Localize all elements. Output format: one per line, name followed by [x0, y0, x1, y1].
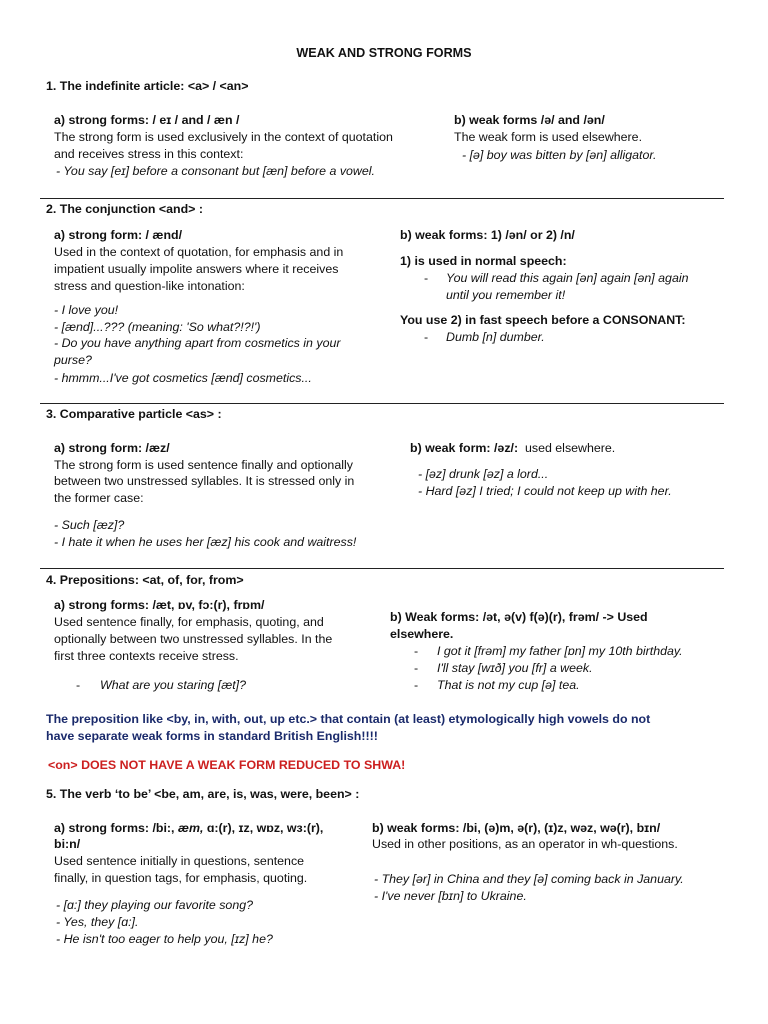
section-4-heading: 4. Prepositions: <at, of, for, from> [46, 573, 244, 587]
s5-weak-example-2: - I've never [bɪn] to Ukraine. [374, 889, 527, 903]
s4-strong-dash-1: - [76, 678, 81, 692]
s4-strong-heading: a) strong forms: /æt, ɒv, fɔ:(r), frɒm/ [54, 598, 265, 612]
s4-note-on-tag: <on> [48, 758, 78, 772]
divider [40, 568, 724, 569]
s2-weak-dash-2: - [424, 330, 429, 344]
s2-weak-heading: b) weak forms: 1) /ən/ or 2) /n/ [400, 228, 575, 242]
s5-strong-example-2: - Yes, they [ɑ:]. [56, 915, 139, 929]
section-5-heading: 5. The verb ‘to be’ <be, am, are, is, was, were, been> : [46, 787, 360, 801]
s4-strong-example-1: What are you staring [æt]? [100, 678, 247, 692]
s4-weak-heading-1: b) Weak forms: /ət, ə(v) f(ə)(r), frəm/ -> Used [390, 610, 648, 624]
s4-weak-example-3: That is not my cup [ə] tea. [437, 678, 580, 692]
section-1-heading: 1. The indefinite article: <a> / <an> [46, 79, 249, 93]
section-3-heading: 3. Comparative particle <as> : [46, 407, 222, 421]
s1-weak-heading: b) weak forms /ə/ and /ən/ [454, 113, 605, 127]
s3-strong-body-2: between two unstressed syllables. It is stressed only in [54, 474, 355, 488]
divider [40, 403, 724, 404]
s1-strong-heading: a) strong forms: / eɪ / and / æn / [54, 113, 240, 127]
s5-weak-example-1: - They [ər] in China and they [ə] coming back in January. [374, 872, 684, 886]
s2-weak-sub-1: 1) is used in normal speech: [400, 254, 567, 268]
page-title: WEAK AND STRONG FORMS [296, 46, 472, 60]
s1-strong-body-2: and receives stress in this context: [54, 147, 244, 161]
s5-weak-heading: b) weak forms: /bi, (ə)m, ə(r), (ɪ)z, wəz, wə(r), bɪn/ [372, 821, 661, 835]
s5-strong-heading-line-1 [54, 820, 323, 837]
s2-strong-example-4: - hmmm...I've got cosmetics [ænd] cosmetics... [54, 371, 312, 385]
s3-strong-heading: a) strong form: /æz/ [54, 441, 170, 455]
s4-note-on [48, 757, 405, 774]
s2-strong-body-3: stress and question-like intonation: [54, 279, 245, 293]
s5-strong-heading-c: ɑ:(r), ɪz, wɒz, wɜ:(r), [206, 821, 324, 835]
s4-weak-dash-3: - [414, 678, 419, 692]
s1-strong-example-1: - You say [eɪ] before a consonant but [æn] before a vowel. [56, 164, 375, 178]
s2-strong-example-2: - [ænd]...??? (meaning: 'So what?!?!') [54, 320, 261, 334]
s4-weak-example-2: I'll stay [wɪð] you [fr] a week. [437, 661, 593, 675]
s2-weak-example-1-cont: until you remember it! [446, 288, 566, 302]
s4-weak-heading-2: elsewhere. [390, 627, 454, 641]
s2-weak-dash-1: - [424, 271, 429, 285]
s5-strong-body-2: finally, in question tags, for emphasis, quoting. [54, 871, 308, 885]
s2-strong-example-3-cont: purse? [54, 353, 92, 367]
s1-weak-body: The weak form is used elsewhere. [454, 130, 643, 144]
s2-weak-example-2: Dumb [n] dumber. [446, 330, 545, 344]
s5-strong-heading-a: a) strong forms: /bi:, [54, 821, 175, 835]
s4-weak-example-1: I got it [frəm] my father [ɒn] my 10th birthday. [437, 644, 683, 658]
s2-strong-heading: a) strong form: / ænd/ [54, 228, 183, 242]
s3-strong-example-1: - Such [æz]? [54, 518, 125, 532]
s1-strong-body-1: The strong form is used exclusively in the context of quotation [54, 130, 393, 144]
s4-weak-dash-2: - [414, 661, 419, 675]
s3-weak-heading-line [410, 440, 615, 457]
s4-note-line-2: have separate weak forms in standard British English!!!! [46, 729, 378, 743]
s3-strong-body-1: The strong form is used sentence finally and optionally [54, 458, 353, 472]
s3-strong-example-2: - I hate it when he uses her [æz] his cook and waitress! [54, 535, 357, 549]
s2-weak-example-1: You will read this again [ən] again [ən] again [446, 271, 689, 285]
s4-note-on-text: DOES NOT HAVE A WEAK FORM REDUCED TO SHWA! [81, 758, 406, 772]
s5-strong-example-1: - [ɑ:] they playing our favorite song? [56, 898, 253, 912]
s3-weak-example-1: - [əz] drunk [əz] a lord... [418, 467, 549, 481]
s4-weak-dash-1: - [414, 644, 419, 658]
s4-strong-body-1: Used sentence finally, for emphasis, quoting, and [54, 615, 324, 629]
s1-weak-example-1: - [ə] boy was bitten by [ən] alligator. [462, 148, 657, 162]
s2-strong-example-3: - Do you have anything apart from cosmetics in your [54, 336, 341, 350]
s5-weak-body: Used in other positions, as an operator in wh-questions. [372, 837, 678, 851]
s3-weak-heading-tail: used elsewhere. [524, 441, 616, 455]
s5-strong-heading-am: æm, [177, 821, 204, 835]
s3-weak-heading: b) weak form: /əz/: [410, 441, 519, 455]
s3-weak-example-2: - Hard [əz] I tried; I could not keep up with her. [418, 484, 672, 498]
s4-strong-body-3: first three contexts receive stress. [54, 649, 239, 663]
s2-weak-sub-2: You use 2) in fast speech before a CONSONANT: [400, 313, 686, 327]
s5-strong-heading-line-2: bi:n/ [54, 837, 81, 851]
s2-strong-example-1: - I love you! [54, 303, 119, 317]
s4-note-line-1: The preposition like <by, in, with, out, up etc.> that contain (at least) etymologically high vowels do not [46, 712, 651, 726]
s3-strong-body-3: the former case: [54, 491, 144, 505]
s5-strong-example-3: - He isn't too eager to help you, [ɪz] he? [56, 932, 273, 946]
section-2-heading: 2. The conjunction <and> : [46, 202, 203, 216]
divider [40, 198, 724, 199]
s2-strong-body-2: impatient usually impolite answers where it receives [54, 262, 339, 276]
s5-strong-body-1: Used sentence initially in questions, sentence [54, 854, 305, 868]
s2-strong-body-1: Used in the context of quotation, for emphasis and in [54, 245, 344, 259]
s4-strong-body-2: optionally between two unstressed syllables. In the [54, 632, 333, 646]
